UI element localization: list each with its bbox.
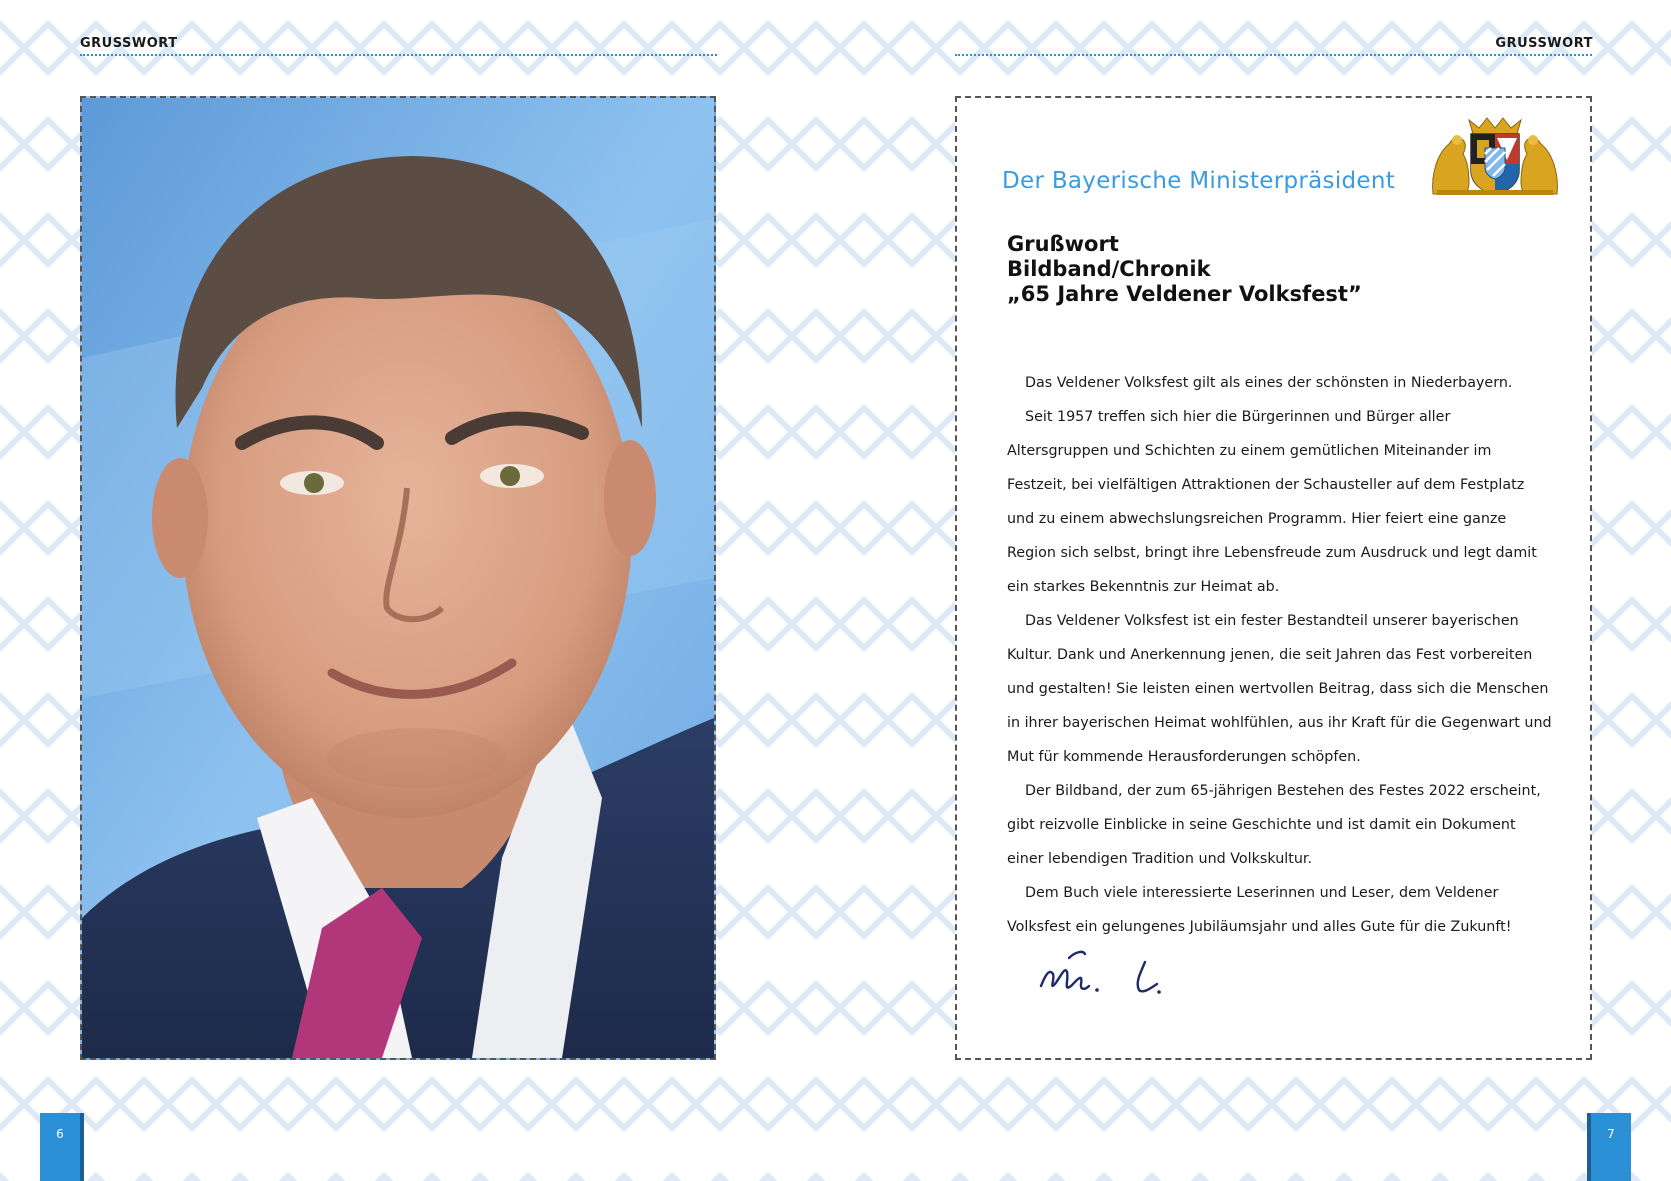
portrait-photo bbox=[80, 96, 716, 1060]
paragraph-5: Dem Buch viele interessierte Leserinnen und Leser, dem Veldener Volksfest ein gelungenes Jubiläumsjahr und alles Gute für die Zukunft! bbox=[1007, 885, 1512, 935]
greeting-letter bbox=[955, 96, 1592, 1060]
header-rule-right bbox=[955, 54, 1592, 56]
paragraph-1: Das Veldener Volksfest gilt als eines der schönsten in Niederbayern. bbox=[1025, 375, 1513, 391]
office-title: Der Bayerische Ministerpräsident bbox=[1002, 168, 1396, 194]
paragraph-4: Der Bildband, der zum 65-jährigen Bestehen des Festes 2022 erscheint, gibt reizvolle Einblicke in seine Geschichte und ist damit ein Dokument einer lebendigen Tradition und Volkskultur. bbox=[1007, 783, 1541, 867]
page-number-right bbox=[1591, 1113, 1631, 1181]
heading-line-1: Grußwort bbox=[1007, 232, 1119, 256]
handwritten-signature-icon bbox=[1035, 928, 1185, 1008]
bavarian-coat-of-arms-icon bbox=[1427, 114, 1563, 196]
letter-heading bbox=[1007, 232, 1362, 307]
section-header-left: GRUSSWORT bbox=[80, 36, 178, 51]
page-number-right-label: 7 bbox=[1607, 1127, 1615, 1141]
page-number-left bbox=[40, 1113, 80, 1181]
letter-body bbox=[1007, 366, 1552, 944]
section-header-right: GRUSSWORT bbox=[1495, 36, 1593, 51]
heading-line-2: Bildband/Chronik bbox=[1007, 257, 1211, 281]
portrait-illustration bbox=[82, 98, 714, 1058]
paragraph-3: Das Veldener Volksfest ist ein fester Bestandteil unserer bayerischen Kultur. Dank und Anerkennung jenen, die seit Jahren das Fest vorbereiten und gestalten! Sie leisten einen wertvollen Beitrag, dass sich die Menschen in ihrer bayerischen Heimat wohlfühlen, aus ihr Kraft für die Gegenwart und Mut für kommende Herausforderungen schöpfen. bbox=[1007, 613, 1552, 765]
heading-line-3: „65 Jahre Veldener Volksfest” bbox=[1007, 282, 1362, 306]
page-number-left-label: 6 bbox=[56, 1127, 64, 1141]
paragraph-2: Seit 1957 treffen sich hier die Bürgerinnen und Bürger aller Altersgruppen und Schichten zu einem gemütlichen Miteinander im Festzeit, bei vielfältigen Attraktionen der Schausteller auf dem Festplatz und zu einem abwechslungsreichen Programm. Hier feiert eine ganze Region sich selbst, bringt ihre Lebensfreude zum Ausdruck und legt damit ein starkes Bekenntnis zur Heimat ab. bbox=[1007, 409, 1537, 595]
header-rule-left bbox=[80, 54, 717, 56]
